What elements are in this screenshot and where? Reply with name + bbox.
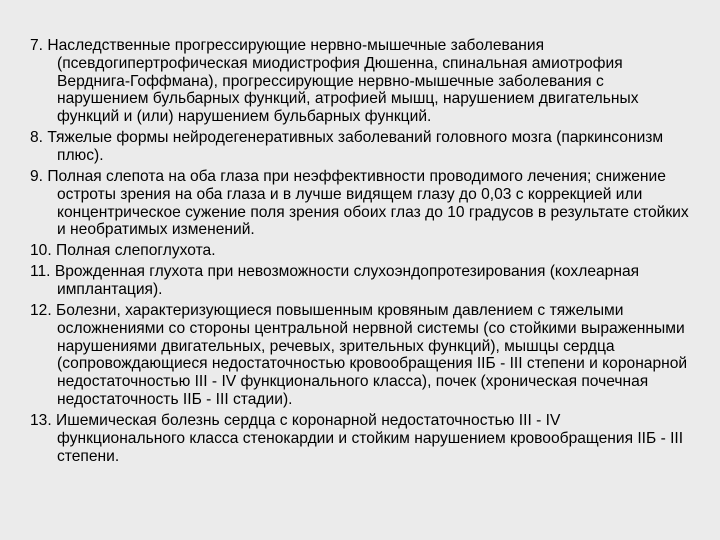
- list-item-9: 9. Полная слепота на оба глаза при неэффективности проводимого лечения; снижение остроты зрения на оба глаза и в лучше видящем глазу до 0,03 с коррекцией или концентрическое сужение поля зрения обоих глаз до 10 градусов в результате стойких и необратимых изменений.: [30, 167, 689, 239]
- list-item-11: 11. Врожденная глухота при невозможности слухоэндопротезирования (кохлеарная имплантация).: [30, 263, 640, 299]
- list-item-12: 12. Болезни, характеризующиеся повышенным кровяным давлением с тяжелыми осложнениями со стороны центральной нервной системы (со стойкими выраженными нарушениями двигательных, речевых, зрительных функций), мышцы сердца (сопровождающиеся недостаточностью кровообращения IIБ - III степени и коронарной недостаточностью III - IV функционального класса), почек (хроническая почечная недостаточность IIБ - III стадии).: [30, 302, 688, 409]
- list-item-13: 13. Ишемическая болезнь сердца с коронарной недостаточностью III - IV функционального класса стенокардии и стойким нарушением кровообращения IIБ - III степени.: [30, 412, 684, 465]
- list-item-10: 10. Полная слепоглухота.: [30, 242, 216, 260]
- disease-list: [30, 37, 690, 469]
- list-item-7: 7. Наследственные прогрессирующие нервно-мышечные заболевания (псевдогипертрофическая миодистрофия Дюшенна, спинальная амиотрофия Верднига-Гоффмана), прогрессирующие нервно-мышечные заболевания с нарушением бульбарных функций, атрофией мышц, нарушением двигательных функций и (или) нарушением бульбарных функций.: [30, 37, 639, 126]
- list-item-8: 8. Тяжелые формы нейродегенеративных заболеваний головного мозга (паркинсонизм плюс).: [30, 129, 664, 164]
